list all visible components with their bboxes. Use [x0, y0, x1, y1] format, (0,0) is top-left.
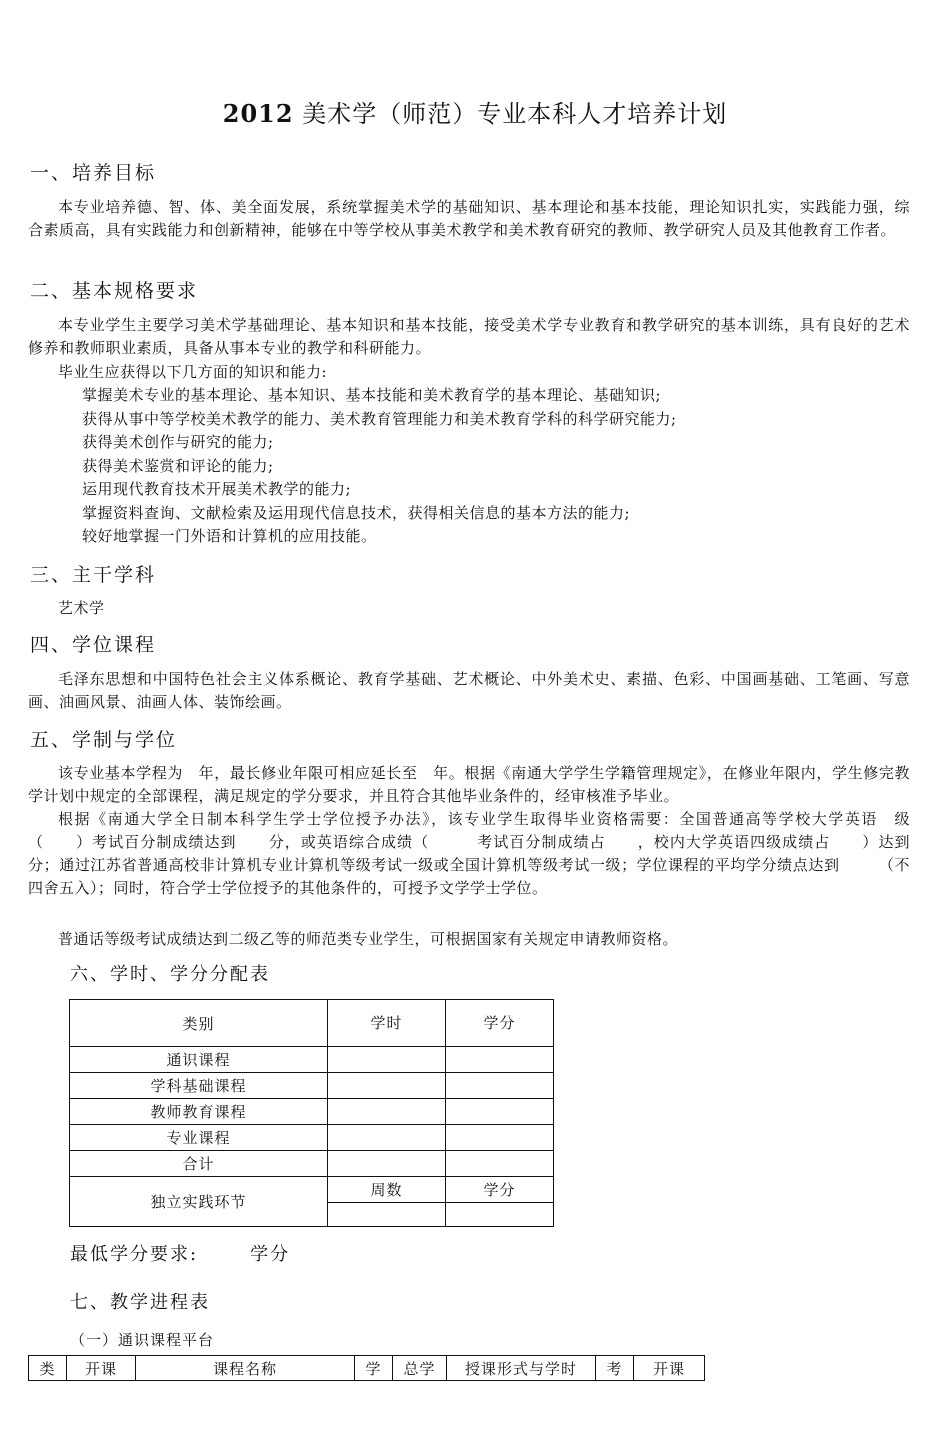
- practice-label: 独立实践环节: [70, 1177, 328, 1227]
- table-header-cell: 开课: [634, 1356, 705, 1381]
- table-header-cell: 课程名称: [136, 1356, 355, 1381]
- ability-list: [82, 384, 677, 549]
- section-5-heading: 五、学制与学位: [30, 729, 178, 751]
- table-header-cell: 类: [29, 1356, 67, 1381]
- table-header-cell: 总学: [393, 1356, 447, 1381]
- section-2-body: 本专业学生主要学习美术学基础理论、基本知识和基本技能，接受美术学专业教育和教学研究的基本训练，具有良好的艺术修养和教师职业素质，具备从事本专业的教学和科研能力。: [28, 316, 910, 357]
- section-3-heading: 三、主干学科: [30, 564, 157, 586]
- list-item: 掌握美术专业的基本理论、基本知识、基本技能和美术教育学的基本理论、基础知识;: [82, 386, 662, 404]
- page-title: 2012 美术学（师范）专业本科人才培养计划: [222, 99, 728, 128]
- list-item: 获得美术鉴赏和评论的能力;: [82, 456, 274, 475]
- section-7-heading: 七、教学进程表: [70, 1292, 210, 1313]
- table-header-cell: 授课形式与学时: [447, 1356, 596, 1381]
- min-credits: 最低学分要求: 学分: [70, 1244, 291, 1265]
- col-hours: 学时: [328, 1000, 446, 1047]
- section-2-intro: 毕业生应获得以下几方面的知识和能力:: [58, 363, 328, 381]
- credits-label: 学分: [446, 1177, 554, 1203]
- section-1-body: 本专业培养德、智、体、美全面发展，系统掌握美术学的基础知识、基本理论和基本技能，理论知识扎实，实践能力强，综合素质高，具有实践能力和创新精神，能够在中等学校从事美术教学和美术教育研究的教师、教学研究人员及其他教育工作者。: [28, 198, 910, 239]
- list-item: 较好地掌握一门外语和计算机的应用技能。: [82, 527, 377, 545]
- section-4-heading: 四、学位课程: [30, 634, 157, 656]
- row-label: 通识课程: [70, 1047, 328, 1073]
- row-label: 合计: [70, 1151, 328, 1177]
- section-5-para-3: 普通话等级考试成绩达到二级乙等的师范类专业学生，可根据国家有关规定申请教师资格。: [58, 930, 679, 948]
- col-credits: 学分: [446, 1000, 554, 1047]
- table-header-cell: 开课: [67, 1356, 136, 1381]
- section-4-body: 毛泽东思想和中国特色社会主义体系概论、教育学基础、艺术概论、中外美术史、素描、色彩、中国画基础、工笔画、写意画、油画风景、油画人体、装饰绘画。: [28, 670, 910, 711]
- row-label: 专业课程: [70, 1125, 328, 1151]
- col-type: 类别: [70, 1000, 328, 1047]
- section-5-para-2: 根据《南通大学全日制本科学生学士学位授予办法》，该专业学生取得毕业资格需要：全国普通高等学校大学英语 级（ ）考试百分制成绩达到 分，或英语综合成绩（ 考试百分制成绩占 ，校内大学英语四级成绩占 ）达到 分；通过江苏省普通高校非计算机专业计算机等级考试一级或全国计算机等级考试一级；学位课程的平均学分绩点达到 （不四舍五入）；同时，符合学士学位授予的其他条件的，可授予文学学士学位。: [28, 810, 942, 897]
- section-1-heading: 一、培养目标: [30, 162, 157, 184]
- list-item: 获得美术创作与研究的能力;: [82, 433, 274, 451]
- credit-distribution-table: [69, 999, 554, 1227]
- section-7-subheading: （一）通识课程平台: [70, 1331, 215, 1349]
- weeks-label: 周数: [328, 1177, 446, 1203]
- section-2-heading: 二、基本规格要求: [30, 280, 199, 302]
- course-schedule-table: [28, 1355, 705, 1381]
- row-label: 教师教育课程: [70, 1099, 328, 1125]
- list-item: 运用现代教育技术开展美术教学的能力;: [82, 480, 352, 498]
- list-item: 掌握资料查询、文献检索及运用现代信息技术，获得相关信息的基本方法的能力;: [82, 503, 631, 522]
- section-6-heading: 六、学时、学分分配表: [70, 964, 270, 985]
- section-3-body: 艺术学: [58, 599, 105, 617]
- section-5-para-1: 该专业基本学程为 年，最长修业年限可相应延长至 年。根据《南通大学学生学籍管理规定》，在修业年限内，学生修完教学计划中规定的全部课程，满足规定的学分要求，并且符合其他毕业条件的，经审核准予毕业。: [28, 764, 910, 805]
- row-label: 学科基础课程: [70, 1073, 328, 1099]
- table-header-cell: 考: [596, 1356, 634, 1381]
- list-item: 获得从事中等学校美术教学的能力、美术教育管理能力和美术教育学科的科学研究能力;: [82, 409, 677, 428]
- table-header-cell: 学: [355, 1356, 393, 1381]
